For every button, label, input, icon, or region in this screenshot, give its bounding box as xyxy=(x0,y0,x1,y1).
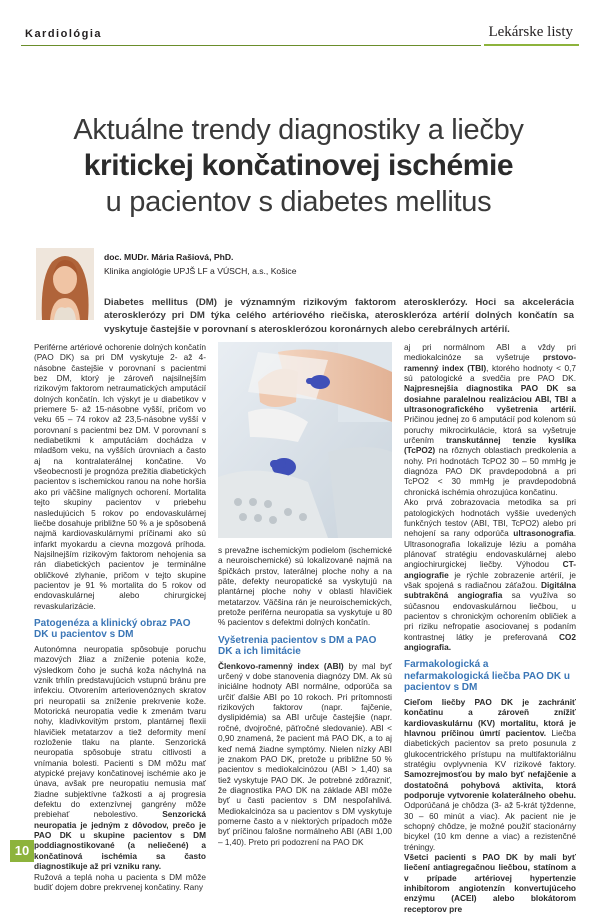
bold-run: ultrasonografia xyxy=(513,528,574,539)
text-run: Pričinou jednej zo 6 amputácií pod kolenom sú poruchy mikrocirkulácie, ktorá sa vyšetruje určením xyxy=(404,414,576,446)
bold-run: transkutánnej tenzie kyslíka (TcPO2) xyxy=(404,435,576,456)
article-title xyxy=(0,112,597,220)
bold-run: Digitálna subtrakčná angiografia xyxy=(404,579,576,601)
text-run: Liečba diabetických pacientov sa preto posunula z glukocentrického prístupu na multifaktoriálnu stratégiu ovplyvnenia KV rizikové faktory. xyxy=(404,727,576,769)
bold-run: Senzorická neuropatia je jedným z dôvodov, prečo je PAO DK u skupine pacientov s DM poddiagnostikované (a neliečené) a končatinová ischémia sa často diagnostikuje až pri vzniku rany. xyxy=(34,809,206,872)
text-run: , ktorého hodnoty < 0,7 sú patologické a svedčia pre PAO DK. xyxy=(404,362,576,384)
section-label: Kardiológia xyxy=(25,28,103,40)
page-header xyxy=(0,20,597,48)
bold-run: Najpresnejšia diagnostika PAO DK sa dosiahne paralelnou realizáciou ABI, TBI a ultrasonografického vyšetrenia artérií. xyxy=(404,383,576,415)
title-line-1: Aktuálne trendy diagnostiky a liečby xyxy=(73,114,524,146)
text-run: Odporúčaná je chôdza (3- až 5-krát týždenne, 30 – 60 minút a viac). Ak pacient nie je schopný chôdze, je možné použiť stacionárny bicykel (10 km denne a viac) a rezistenčné tréningy. xyxy=(404,800,576,852)
bold-run: Cieľom liečby PAO DK je zachrániť končatinu a zároveň znížiť kardiovaskulárnu (KV) mortalitu, ktorá je hlavnou príčinou úmrtí pacientov. xyxy=(404,696,576,738)
paragraph xyxy=(404,497,576,652)
title-line-2: kritickej končatinovej ischémie xyxy=(83,149,514,182)
bold-run: prstovo-ramenný index (TBI) xyxy=(404,352,576,373)
bold-run: CO2 angiografia. xyxy=(404,631,576,652)
header-rule-accent xyxy=(484,44,579,46)
text-run: je rýchle zobrazenie artérií, je však spojená s radiačnou záťažou. xyxy=(404,569,576,590)
text-column-3 xyxy=(404,342,576,914)
page-number: 10 xyxy=(10,840,34,862)
text-run: Ako prvá zobrazovacia metodika sa pri patologických hodnotách vyššie uvedených funkčných testov (ABI, TBI, TcPO2) alebo pri nehojení sa rany odporúča xyxy=(404,497,576,539)
article-photo xyxy=(218,342,392,538)
text-run: Autonómna neuropatia spôsobuje poruchu mazových žliaz a zníženie potenia kože, výsledkom čoho je suchá koža náchylná na vznik trhlín predstavujúcich vstupnú bránu pre infekciu. Otvorením arteriovenóznych skratov pri neuropatii sa zníženie prekrvenie kože. Motorická neuropatia vedie k zmenám tvaru nohy, kladivkovitým prstom, plantárnej flexii hlavičiek metatarzov a tiež deformity mení rozloženie tlaku na plante. Senzorická neuropatia spôsobuje stratu citlivosti a vnímania bolesti. Pacienti s DM môžu mať atypické prejavy končatinovej ischémie ako je únava, avšak pre neuropatiu nemusia mať žiadne subjektívne ťažkosti a aj progresia defektu do extenzívnej gangrény môže prebiehať nebolestivo. xyxy=(34,643,206,820)
paragraph xyxy=(404,697,576,852)
paragraph xyxy=(218,661,392,847)
text-column-2 xyxy=(218,545,392,847)
text-run: sa využíva so súčasnou endovaskulárnou liečbou, u pacientov s chronickým ochorením obličiek a pri riziku nefropatie asociovanej s podaním kontrastnej látky je preferovaná xyxy=(404,590,576,642)
bold-run: CT-angiografie xyxy=(404,559,576,580)
journal-brand: Lekárske listy xyxy=(488,24,573,40)
author-name: doc. MUDr. Mária Rašiová, PhD. xyxy=(104,252,234,262)
paragraph xyxy=(404,342,576,497)
paragraph xyxy=(34,644,206,892)
bold-run: Samozrejmosťou by malo byť nefajčenie a dostatočná pohybová aktivita, ktorá podporuje vytvorenie kolaterálneho obehu. xyxy=(404,769,576,800)
bold-run: Členkovo-ramenný index (ABI) xyxy=(218,660,344,671)
header-rule xyxy=(21,45,481,46)
section-heading: Vyšetrenia pacientov s DM a PAO DK a ich limitácie xyxy=(218,634,377,658)
text-column-1 xyxy=(34,342,206,892)
author-photo xyxy=(36,248,94,320)
bold-run: Všetci pacienti s PAO DK by mali byť liečení antiagregačnou liečbou, statínom a v prípade artériovej hypertenzie inhibítorom angiotenzín konvertujúceho enzýmu (ACEI) alebo blokátorom receptorov pre xyxy=(404,851,576,914)
text-run: Ružová a teplá noha u pacienta s DM môže budiť dojem dobre prekrvenej končatiny. Rany xyxy=(34,871,206,892)
paragraph xyxy=(404,852,576,914)
author-affiliation: Klinika angiológie UPJŠ LF a VÚSCH, a.s., Košice xyxy=(104,266,297,276)
text-run: aj pri normálnom ABI a vždy pri mediokalcinóze sa vyšetruje xyxy=(404,342,576,363)
paragraph: s prevažne ischemickým podielom (ischemické a neuroischemické) sú lokalizované najmä na špičkách prstov, laterálnej ploche nohy a na päte, defekty neuropatické sa vyskytujú na plantárnej ploche nohy v oblasti hlavičiek metatarzov. Väčšina rán je neuroischemických, pretože periférna neuropatia sa vyskytuje u 80 % pacientov s defektmi dolných končatín. xyxy=(218,545,392,628)
text-run: . Ultrasonografia lokalizuje léziu a pomáha plánovať stratégiu endovaskulárnej alebo angiochirurgickej liečby. Výhodou xyxy=(404,528,576,570)
text-run: by mal byť určený v dobe stanovenia diagnózy DM. Ak sú iniciálne hodnoty ABI normálne, odporúča sa určiť ďalšie ABI po 10 rokoch. Pri prítomnosti rizikových faktorov (napr. fajčenie, dyslipidémia) sa ABI určuje častejšie (napr. ročné, dvojročné, päťročné sledovanie). ABI < 0,90 znamená, že pacient má PAO DK, a to aj keď nemá žiadne symptómy. Nielen nízky ABI je znakom PAO DK, pretože u približne 50 % pacientov s mediokalcinózou (ABI > 1,40) sa tiež vyskytuje PAO DK. Je potrebné zdôrazniť, že diagnostika PAO DK na základe ABI môže byť u časti pacientov s DM nespoľahlivá. Mediokalcinóza sa u pacientov s DM vyskytuje pomerne často a v niektorých prípadoch môže byť príčinou falošne normálneho ABI (ABI 1,00 – 1,40). Preto pri podozrení na PAO DK xyxy=(218,660,392,847)
section-heading: Farmakologická a nefarmakologická liečba PAO DK u pacientov s DM xyxy=(404,659,570,694)
paragraph: Periférne artériové ochorenie dolných končatín (PAO DK) sa pri DM vyskytuje 2- až 4-násobne častejšie v porovnaní s pacientmi bez DM, ktorý je zároveň najsilnejším rizikovým faktorom netraumatických amputácií dolných končatín. Ich výskyt je u diabetikov v priemere 5- až 15-násobne vyšší, pričom vo veku 65 – 74 rokov až 23,5-násobne vyšší v porovnaní s pacientmi bez DM. V porovnaní s nediabetikmi k amputáciám dochádza v mladšom veku, na vyšších úrovniach a často aj na kontralaterálnej končatine. Vo všeobecnosti je prognóza prežitia diabetických pacientov s ischemickou ranou na nohe horšia ako pri väčšine malígnych ochorení. Mortalita tejto skupiny pacientov v priebehu nasledujúcich 5 rokov po endovaskulárnej liečbe dosahuje približne 50 % a je spôsobená najmä kardiovaskulárnymi príčinami ako sú infarkt myokardu a cievna mozgová príhoda. Najsilnejším rizikovým faktorom nehojenia sa rán diabetických pacientov je terminálne obličkové zlyhanie, pričom v tejto skupine pacientov je 91 % mortalita do 5 rokov od endovaskulárnej alebo chirurgickej revaskularizácie. xyxy=(34,342,206,611)
section-heading: Patogenéza a klinický obraz PAO DK u pacientov s DM xyxy=(34,617,191,641)
text-run: na rôznych oblastiach predkolenia a nohy. Pri hodnotách TcPO2 30 – 50 mmHg je diagnóza PAO DK pravdepodobná a pri TcPO2 < 30 mmHg je pravdepodobná chronická ischémia ohrozujúca končatinu. xyxy=(404,445,576,497)
lead-paragraph: Diabetes mellitus (DM) je významným rizikovým faktorom aterosklerózy. Hoci sa akcelerácia aterosklerózy pri DM týka celého artériového riečiska, ateroskleróza artérií dolných končatín sa vyskytuje častejšie v porovnaní s aterosklerózou koronárnych alebo cerebrálnych artérií. xyxy=(104,297,574,335)
title-line-3: u pacientov s diabetes mellitus xyxy=(105,186,492,218)
